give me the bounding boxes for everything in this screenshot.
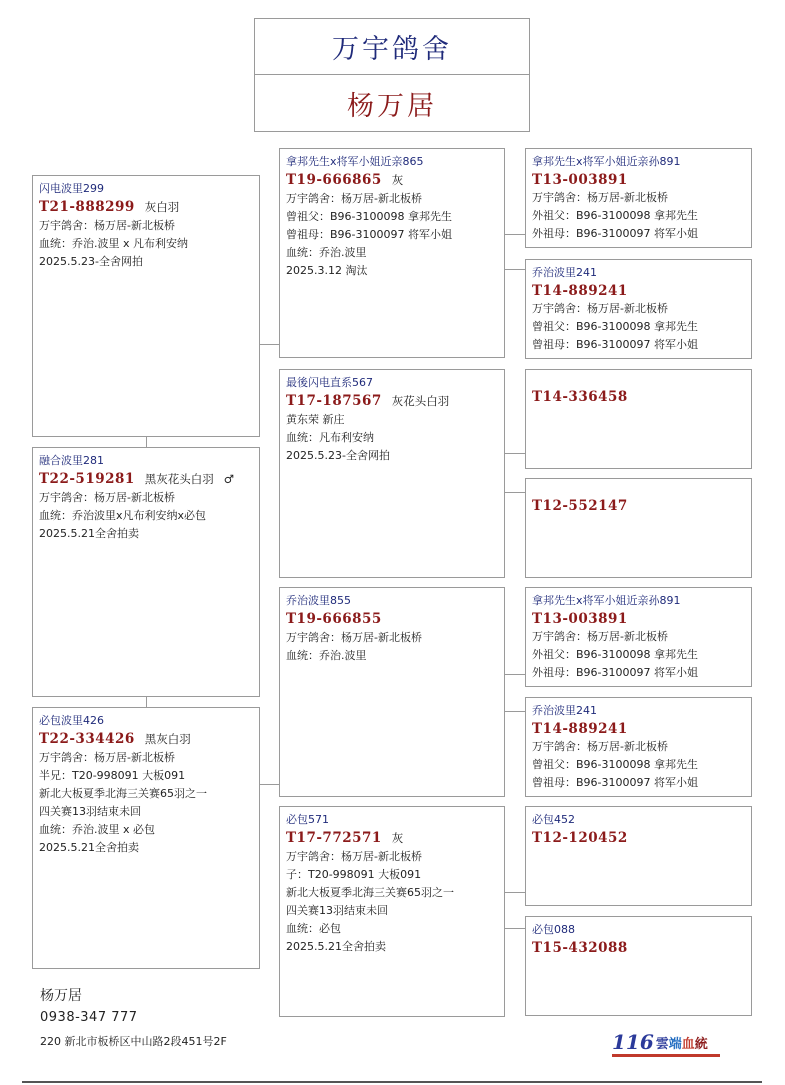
bird-name: 乔治波里241	[532, 266, 597, 279]
pedigree-card-gen2	[279, 148, 505, 358]
ring-number: T22-519281	[39, 471, 135, 487]
feather-color: 灰	[391, 173, 404, 187]
logo-char: 血	[681, 1037, 695, 1052]
pedigree-card-gen2	[279, 587, 505, 797]
ring-number: T21-888299	[39, 199, 135, 215]
ring-number: T22-334426	[39, 731, 135, 747]
bird-name: 拿邦先生x将军小姐近亲孙891	[532, 155, 681, 168]
info-line: 外祖父：B96-3100098 拿邦先生	[532, 648, 698, 661]
ring-number: T14-336458	[532, 389, 628, 405]
info-line: 万宇鸽舍：杨万居-新北板桥	[532, 302, 668, 315]
feather-color: 灰白羽	[144, 200, 180, 214]
connector	[505, 269, 525, 270]
ring-number: T19-666865	[286, 172, 382, 188]
logo-number: 116	[612, 1030, 654, 1054]
ring-number: T12-552147	[532, 498, 628, 514]
bird-name: 乔治波里855	[286, 594, 351, 607]
info-line: 血统：乔治.波里 x 凡布利安纳	[39, 237, 188, 250]
connector	[505, 453, 525, 454]
ring-number: T14-889241	[532, 721, 628, 737]
bird-name: 乔治波里241	[532, 704, 597, 717]
info-line: 曾祖母：B96-3100097 将军小姐	[532, 776, 698, 789]
ring-number: T13-003891	[532, 611, 628, 627]
male-sex-icon: ♂	[223, 472, 235, 486]
bird-name: 闪电波里299	[39, 182, 104, 195]
info-line: 曾祖父：B96-3100098 拿邦先生	[286, 210, 452, 223]
info-line: 外祖父：B96-3100098 拿邦先生	[532, 209, 698, 222]
connector	[146, 437, 147, 447]
footer-phone: 0938-347 777	[40, 1010, 138, 1025]
connector	[505, 711, 525, 712]
info-line: 曾祖父：B96-3100098 拿邦先生	[532, 758, 698, 771]
pedigree-card-gen3	[525, 478, 752, 578]
pedigree-card-gen2	[279, 806, 505, 1017]
info-line: 血统：乔治.波里 x 必包	[39, 823, 155, 836]
footer-owner-name: 杨万居	[40, 988, 82, 1004]
info-line: 万宇鸽舍：杨万居-新北板桥	[532, 630, 668, 643]
pedigree-card-gen1	[32, 175, 260, 437]
pedigree-card-gen3	[525, 369, 752, 469]
info-line: 血统：乔治.波里	[286, 246, 367, 259]
info-line: 2025.5.23-全舍网拍	[286, 449, 390, 462]
info-line: 曾祖父：B96-3100098 拿邦先生	[532, 320, 698, 333]
feather-color: 黑灰花头白羽	[144, 472, 214, 486]
pedigree-card-gen3	[525, 148, 752, 248]
info-line: 新北大板夏季北海三关赛65羽之一	[39, 787, 207, 800]
info-line: 万宇鸽舍：杨万居-新北板桥	[39, 751, 175, 764]
bird-name: 拿邦先生x将军小姐近亲孙891	[532, 594, 681, 607]
feather-color: 黑灰白羽	[144, 732, 191, 746]
connector	[146, 697, 147, 707]
connector	[505, 492, 525, 493]
bird-name: 必包波里426	[39, 714, 104, 727]
bird-name: 必包452	[532, 813, 575, 826]
ring-number: T17-772571	[286, 830, 382, 846]
pedigree-card-gen3	[525, 916, 752, 1016]
info-line: 2025.5.21全舍拍卖	[39, 527, 139, 540]
pedigree-card-gen3	[525, 697, 752, 797]
connector	[505, 674, 525, 675]
info-line: 半兄：T20-998091 大板091	[39, 769, 186, 782]
page-title: 万宇鸽舍	[254, 18, 530, 75]
connector	[260, 344, 279, 345]
ring-number: T19-666855	[286, 611, 382, 627]
owner-name: 杨万居	[254, 74, 530, 132]
info-line: 万宇鸽舍：杨万居-新北板桥	[532, 191, 668, 204]
info-line: 子：T20-998091 大板091	[286, 868, 422, 881]
bird-name: 融合波里281	[39, 454, 104, 467]
bird-name: 必包088	[532, 923, 575, 936]
info-line: 血统：乔治.波里	[286, 649, 367, 662]
logo-text	[656, 1033, 708, 1052]
logo-char: 雲	[655, 1037, 669, 1052]
brand-logo	[612, 1030, 708, 1054]
connector	[505, 892, 525, 893]
info-line: 万宇鸽舍：杨万居-新北板桥	[286, 192, 422, 205]
pedigree-card-gen3	[525, 587, 752, 687]
info-line: 曾祖母：B96-3100097 将军小姐	[286, 228, 452, 241]
logo-char: 端	[668, 1037, 682, 1052]
ring-number: T12-120452	[532, 830, 628, 846]
info-line: 四关赛13羽结束未回	[286, 904, 388, 917]
bottom-divider	[22, 1081, 762, 1083]
info-line: 2025.5.21全舍拍卖	[286, 940, 386, 953]
connector	[505, 928, 525, 929]
logo-char: 統	[694, 1037, 708, 1052]
info-line: 万宇鸽舍：杨万居-新北板桥	[39, 219, 175, 232]
info-line: 黄东荣 新庄	[286, 413, 345, 426]
logo-underline	[612, 1054, 720, 1057]
connector	[505, 234, 525, 235]
info-line: 2025.3.12 淘汰	[286, 264, 368, 277]
info-line: 新北大板夏季北海三关赛65羽之一	[286, 886, 454, 899]
ring-number: T15-432088	[532, 940, 628, 956]
feather-color: 灰花头白羽	[391, 394, 450, 408]
info-line: 四关赛13羽结束未回	[39, 805, 141, 818]
pedigree-card-gen1	[32, 447, 260, 697]
info-line: 万宇鸽舍：杨万居-新北板桥	[286, 850, 422, 863]
info-line: 血统：凡布利安纳	[286, 431, 374, 444]
info-line: 万宇鸽舍：杨万居-新北板桥	[286, 631, 422, 644]
info-line: 2025.5.21全舍拍卖	[39, 841, 139, 854]
feather-color: 灰	[391, 831, 404, 845]
pedigree-card-gen3	[525, 259, 752, 359]
info-line: 外祖母：B96-3100097 将军小姐	[532, 666, 698, 679]
info-line: 血统：乔治波里x凡布利安纳x必包	[39, 509, 207, 522]
ring-number: T13-003891	[532, 172, 628, 188]
pedigree-card-gen1	[32, 707, 260, 969]
bird-name: 最後闪电直系567	[286, 376, 373, 389]
bird-name: 必包571	[286, 813, 329, 826]
footer-address: 220 新北市板桥区中山路2段451号2F	[40, 1035, 227, 1048]
info-line: 万宇鸽舍：杨万居-新北板桥	[532, 740, 668, 753]
info-line: 2025.5.23-全舍网拍	[39, 255, 143, 268]
pedigree-card-gen2	[279, 369, 505, 578]
info-line: 血统：必包	[286, 922, 341, 935]
info-line: 万宇鸽舍：杨万居-新北板桥	[39, 491, 175, 504]
connector	[260, 784, 279, 785]
bird-name: 拿邦先生x将军小姐近亲865	[286, 155, 424, 168]
info-line: 外祖母：B96-3100097 将军小姐	[532, 227, 698, 240]
ring-number: T14-889241	[532, 283, 628, 299]
info-line: 曾祖母：B96-3100097 将军小姐	[532, 338, 698, 351]
pedigree-card-gen3	[525, 806, 752, 906]
ring-number: T17-187567	[286, 393, 382, 409]
